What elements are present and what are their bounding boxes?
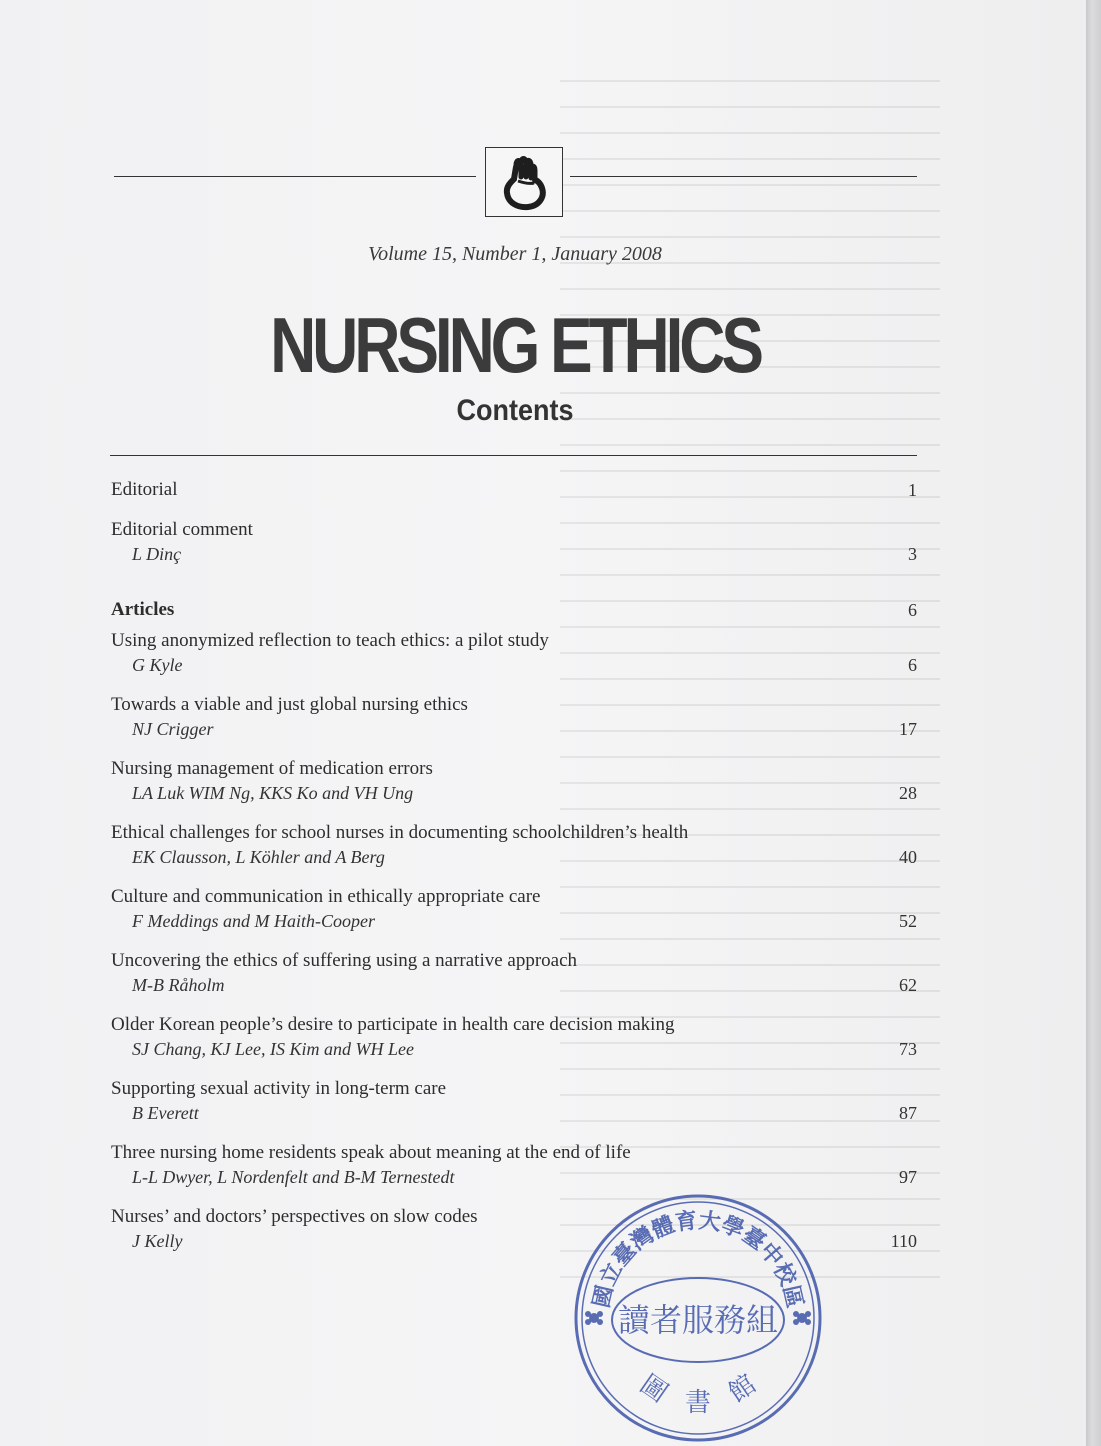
page-edge [1086,0,1101,1446]
toc-entry-page: 73 [899,1039,917,1059]
toc-entry-authors: SJ Chang, KJ Lee, IS Kim and WH Lee [132,1039,414,1059]
toc-entry-authors: G Kyle [132,655,183,675]
toc-entry-page: 40 [899,847,917,867]
toc-entry-title: Editorial [111,479,178,500]
toc-entry-page: 97 [899,1167,917,1187]
toc-entry-authors: M-B Råholm [132,975,225,995]
header-rule-left [114,176,476,177]
toc-entry[interactable] [111,1077,917,1125]
table-of-contents [111,478,917,1253]
toc-entry-authors: NJ Crigger [132,719,214,739]
toc-entry-page: 6 [908,600,917,620]
toc-entry-authors: EK Clausson, L Köhler and A Berg [132,847,385,867]
toc-entry[interactable] [111,518,917,566]
toc-entry-authors: F Meddings and M Haith-Cooper [132,911,375,931]
toc-entry-authors: B Everett [132,1103,199,1123]
volume-line: Volume 15, Number 1, January 2008 [368,243,662,265]
toc-entry-page: 110 [890,1231,917,1251]
toc-entry[interactable] [111,757,917,805]
contents-rule [110,455,917,456]
toc-entry-authors: L Dinç [132,544,182,564]
toc-entry-page: 3 [908,544,917,564]
toc-entry[interactable] [111,478,917,502]
toc-entry-title: Uncovering the ethics of suffering using a narrative approach [111,950,578,971]
library-stamp [568,1188,828,1446]
toc-entry-title: Nurses’ and doctors’ perspectives on slow codes [111,1206,478,1227]
header-rule-right [570,176,917,177]
toc-entry-authors: J Kelly [132,1231,183,1251]
journal-title: NURSING ETHICS [270,301,760,389]
toc-entry[interactable] [111,821,917,869]
toc-entry-page: 17 [899,719,917,739]
toc-entry-page: 28 [899,783,917,803]
svg-text:圖 書 館 [634,1369,761,1418]
toc-entry-page: 62 [899,975,917,995]
toc-entry-page: 1 [908,480,917,500]
toc-entry[interactable] [111,629,917,677]
toc-entry-title: Supporting sexual activity in long-term care [111,1078,447,1099]
stamp-bottom-text: 圖 書 館 [634,1369,762,1418]
toc-entry-title: Three nursing home residents speak about meaning at the end of life [111,1142,631,1163]
toc-entry-page: 87 [899,1103,917,1123]
toc-section-heading[interactable] [111,598,917,622]
toc-entry[interactable] [111,949,917,997]
toc-entry-title: Culture and communication in ethically appropriate care [111,886,541,907]
toc-entry-page: 6 [908,655,917,675]
toc-entry-title: Towards a viable and just global nursing ethics [111,694,468,715]
toc-entry[interactable] [111,885,917,933]
toc-entry-authors: LA Luk WIM Ng, KKS Ko and VH Ung [132,783,414,803]
toc-entry[interactable] [111,1013,917,1061]
stamp-ring-text: 國立臺灣體育大學臺中校區 [589,1208,807,1311]
stamp-center-text: 讀者服務組 [617,1301,779,1339]
toc-entry[interactable] [111,1141,917,1189]
toc-entry-title: Nursing management of medication errors [111,758,433,779]
toc-entry-page: 52 [899,911,917,931]
journal-logo-hand-icon [485,147,563,217]
contents-heading: Contents [456,394,574,427]
toc-entry-title: Using anonymized reflection to teach ethics: a pilot study [111,630,549,651]
toc-entry-authors: L-L Dwyer, L Nordenfelt and B-M Ternestedt [132,1167,455,1187]
toc-entry-title: Ethical challenges for school nurses in documenting schoolchildren’s health [111,822,689,843]
toc-entry-title: Older Korean people’s desire to participate in health care decision making [111,1014,675,1035]
toc-entry[interactable] [111,693,917,741]
toc-section-title: Articles [111,599,175,620]
toc-entry-title: Editorial comment [111,519,253,540]
